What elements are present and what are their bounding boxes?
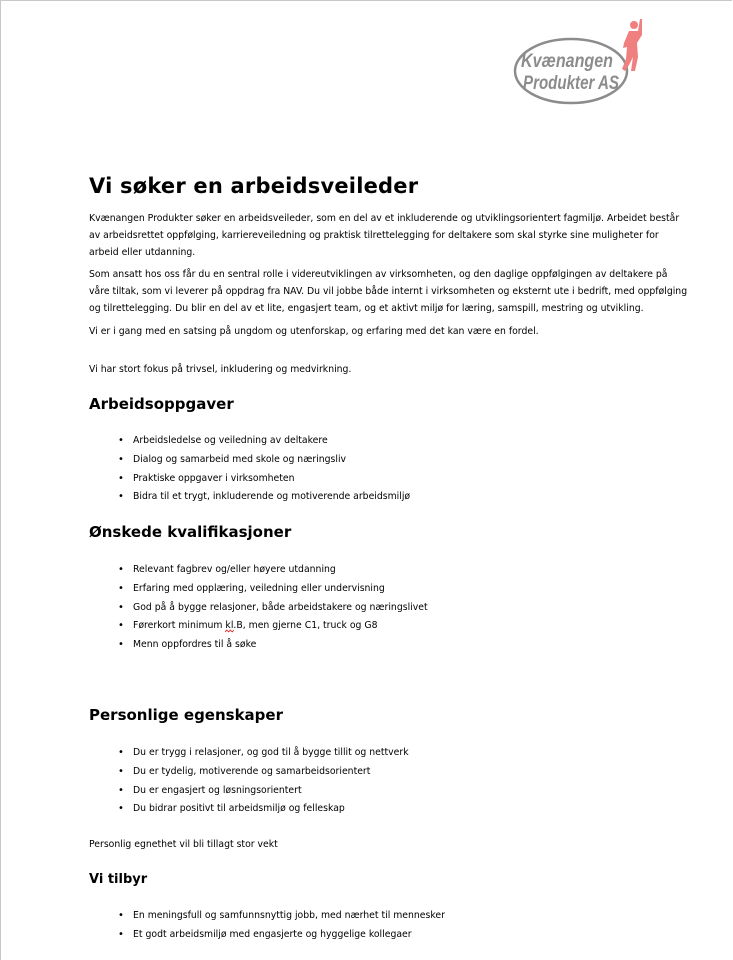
list-item [89, 617, 689, 636]
bullet-icon: • [118, 910, 124, 921]
list-item: • Du er tydelig, motiverende og samarbeidsorientert [89, 763, 689, 782]
bullet-icon: • [118, 472, 124, 484]
logo-text-line1: Kvænangen [521, 51, 613, 72]
offer-list [89, 907, 689, 945]
bullet-icon: • [118, 803, 124, 815]
logo-text-line2: Produkter AS [523, 73, 620, 94]
bullet-icon: • [118, 435, 124, 446]
list-item: • Dialog og samarbeid med skole og næringsliv [89, 451, 689, 470]
list-item: • Bidra til et trygt, inkluderende og motiverende arbeidsmiljø [89, 488, 689, 507]
spellcheck-squiggle-icon[interactable] [225, 629, 234, 633]
personal-note: Personlig egnethet vil bli tillagt stor vekt [89, 839, 278, 850]
bullet-icon: • [118, 928, 124, 940]
intro-paragraph-1: Kvænangen Produkter søker en arbeidsveileder, som en del av et inkluderende og utviklingsorientert fagmiljø. Arbeidet består av arbeidsrettet oppfølging, karriereveiledning og praktisk tilrettelegging for deltakere som skal styrke sine muligheter for arbeid eller utdanning. [89, 213, 680, 258]
bullet-icon: • [118, 453, 124, 465]
list-item: • Du er engasjert og løsningsorientert [89, 782, 689, 801]
section-heading-offer: Vi tilbyr [89, 872, 148, 887]
section-heading-tasks: Arbeidsoppgaver [89, 395, 234, 413]
list-item: • God på å bygge relasjoner, både arbeidstakere og næringslivet [89, 599, 689, 618]
list-item: • Relevant fagbrev og/eller høyere utdanning [89, 561, 689, 580]
tasks-list [89, 432, 689, 507]
bullet-icon: • [118, 765, 124, 777]
intro-paragraph-4: Vi har stort fokus på trivsel, inkludering og medvirkning. [89, 364, 352, 375]
list-item: • Erfaring med opplæring, veiledning eller undervisning [89, 580, 689, 599]
list-item: • Et godt arbeidsmiljø med engasjerte og hyggelige kollegaer [89, 926, 689, 945]
intro-paragraph-3: Vi er i gang med en satsing på ungdom og utenforskap, og erfaring med det kan være en fordel. [89, 326, 539, 337]
page-title: Vi søker en arbeidsveileder [89, 174, 419, 198]
list-item: • Praktiske oppgaver i virksomheten [89, 470, 689, 489]
list-item: • Menn oppfordres til å søke [89, 636, 689, 655]
bullet-icon: • [118, 564, 124, 575]
qualifications-list [89, 561, 689, 655]
bullet-icon: • [118, 601, 124, 613]
list-item: • En meningsfull og samfunnsnyttig jobb, med nærhet til mennesker [89, 907, 689, 926]
bullet-icon: • [118, 582, 124, 594]
intro-paragraph-2: Som ansatt hos oss får du en sentral rolle i videreutviklingen av virksomheten, og den daglige oppfølgingen av deltakere på våre tiltak, som vi leverer på oppdrag fra NAV. Du vil jobbe både internt i virksomheten og eksternt ute i bedrift, med oppfølging og tilrettelegging. Du blir en del av et lite, engasjert team, og et aktivt miljø for læring, samspill, mestring og utvikling. [89, 269, 688, 314]
bullet-icon: • [118, 784, 124, 796]
section-heading-personal: Personlige egenskaper [89, 706, 283, 724]
list-item: • Du er trygg i relasjoner, og god til å bygge tillit og nettverk [89, 744, 689, 763]
list-item: • Arbeidsledelse og veiledning av deltakere [89, 432, 689, 451]
bullet-icon: • [118, 639, 124, 651]
personal-list [89, 744, 689, 819]
bullet-icon: • [118, 491, 124, 503]
logo-figure-icon [622, 19, 642, 71]
bullet-icon: • [118, 747, 124, 758]
section-heading-qualifications: Ønskede kvalifikasjoner [89, 523, 292, 541]
bullet-icon: • [118, 620, 124, 632]
licence-requirement-text: Førerkort minimum kl.B, men gjerne C1, truck og G8 [133, 620, 378, 632]
company-logo [513, 15, 643, 107]
list-item: • Du bidrar positivt til arbeidsmiljø og felleskap [89, 800, 689, 819]
